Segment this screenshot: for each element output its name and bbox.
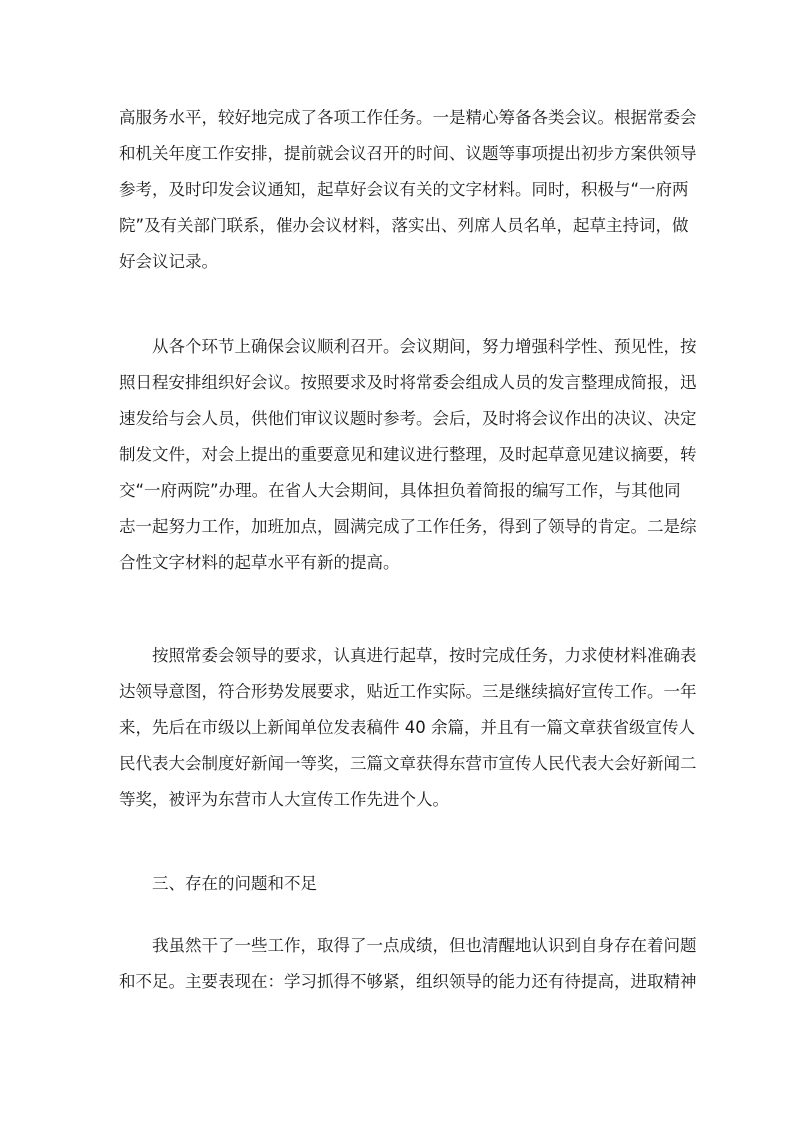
text-line: 合性文字材料的起草水平有新的提高。 (119, 553, 400, 572)
text-line: 照日程安排组织好会议。按照要求及时将常委会组成人员的发言整理成简报，迅 (119, 373, 697, 392)
text-line: 志一起努力工作，加班加点，圆满完成了工作任务，得到了领导的肯定。二是综 (119, 517, 697, 536)
text-line: 来，先后在市级以上新闻单位发表稿件 40 余篇，并且有一篇文章获省级宣传人 (119, 718, 695, 737)
text-line: 参考，及时印发会议通知，起草好会议有关的文字材料。同时，积极与“一府两 (119, 180, 689, 199)
text-line: 和不足。主要表现在：学习抓得不够紧，组织领导的能力还有待提高，进取精神 (119, 972, 697, 991)
text-line: 民代表大会制度好新闻一等奖，三篇文章获得东营市宣传人民代表大会好新闻二 (119, 754, 697, 773)
text-line: 院”及有关部门联系，催办会议材料，落实出、列席人员名单，起草主持词，做 (119, 216, 689, 235)
text-line: 交“一府两院”办理。在省人大会期间，具体担负着简报的编写工作，与其他同 (119, 481, 681, 500)
text-line: 从各个环节上确保会议顺利召开。会议期间，努力增强科学性、预见性，按 (152, 337, 697, 356)
section-heading: 三、存在的问题和不足 (152, 874, 317, 893)
text-line: 按照常委会领导的要求，认真进行起草，按时完成任务，力求使材料准确表 (152, 646, 697, 665)
paragraph-meeting-process (119, 329, 697, 581)
text-line: 我虽然干了一些工作，取得了一点成绩，但也清醒地认识到自身存在着问题 (152, 936, 697, 955)
text-line: 等奖，被评为东营市人大宣传工作先进个人。 (119, 790, 449, 809)
text-line: 制发文件，对会上提出的重要意见和建议进行整理，及时起草意见建议摘要，转 (119, 445, 697, 464)
text-line: 达领导意图，符合形势发展要求，贴近工作实际。三是继续搞好宣传工作。一年 (119, 682, 697, 701)
text-line: 速发给与会人员，供他们审议议题时参考。会后，及时将会议作出的决议、决定 (119, 409, 697, 428)
text-line: 好会议记录。 (119, 252, 218, 271)
paragraph-shortcomings (119, 928, 697, 1000)
section-heading-problems (119, 866, 679, 902)
paragraph-meeting-preparation (119, 100, 697, 280)
paragraph-drafting-publicity (119, 638, 697, 818)
text-line: 和机关年度工作安排，提前就会议召开的时间、议题等事项提出初步方案供领导 (119, 144, 697, 163)
text-line: 高服务水平，较好地完成了各项工作任务。一是精心筹备各类会议。根据常委会 (119, 108, 697, 127)
